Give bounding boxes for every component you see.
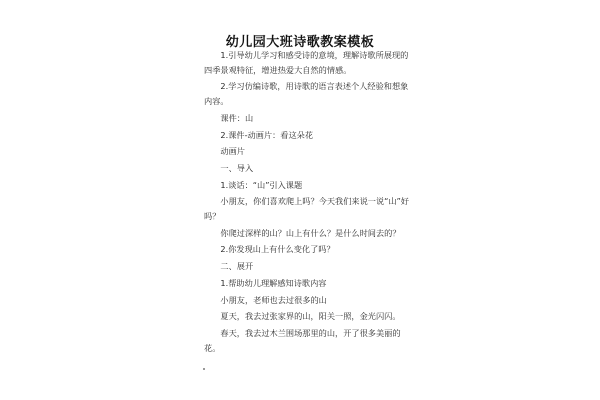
section-heading-develop: 二、展开 bbox=[220, 261, 254, 272]
paragraph-intro-1: 1.谈话：“山”引入课题 bbox=[220, 179, 303, 190]
paragraph-intro-2: 小朋友，你们喜欢爬上吗？今天我们来说一说“山”好吗？ bbox=[204, 196, 409, 222]
paragraph-develop-4: 春天，我去过木兰围场那里的山，开了很多美丽的花。 bbox=[204, 327, 401, 353]
document-title: 幼儿园大班诗歌教案模板 bbox=[225, 35, 375, 50]
paragraph-material-1: 课件：山 bbox=[220, 112, 254, 123]
paragraph-intro-3: 你爬过深样的山？山上有什么？是什么时间去的？ bbox=[220, 227, 401, 238]
page-mark bbox=[203, 368, 205, 370]
paragraph-develop-1: 1.帮助幼儿理解感知诗歌内容 bbox=[220, 277, 327, 288]
paragraph-material-2: 2.课件-动画片：看这朵花 bbox=[220, 129, 314, 140]
paragraph-develop-3: 夏天，我去过张家界的山，阳关一照，金光闪闪。 bbox=[220, 311, 401, 322]
section-heading-intro: 一、导入 bbox=[220, 162, 254, 173]
document-body bbox=[204, 48, 412, 355]
paragraph-intro-4: 2.你发现山上有什么变化了吗？ bbox=[220, 244, 335, 255]
paragraph-develop-2: 小朋友，老师也去过很多的山 bbox=[220, 294, 327, 305]
paragraph-material-3: 动画片 bbox=[220, 146, 245, 157]
paragraph-objective-1: 1.引导幼儿学习和感受诗的意境，理解诗歌所展现的四季景观特征，增进热爱大自然的情感。 bbox=[204, 50, 409, 75]
paragraph-objective-2: 2.学习仿编诗歌，用诗歌的语言表述个人经验和想象内容。 bbox=[204, 81, 409, 107]
